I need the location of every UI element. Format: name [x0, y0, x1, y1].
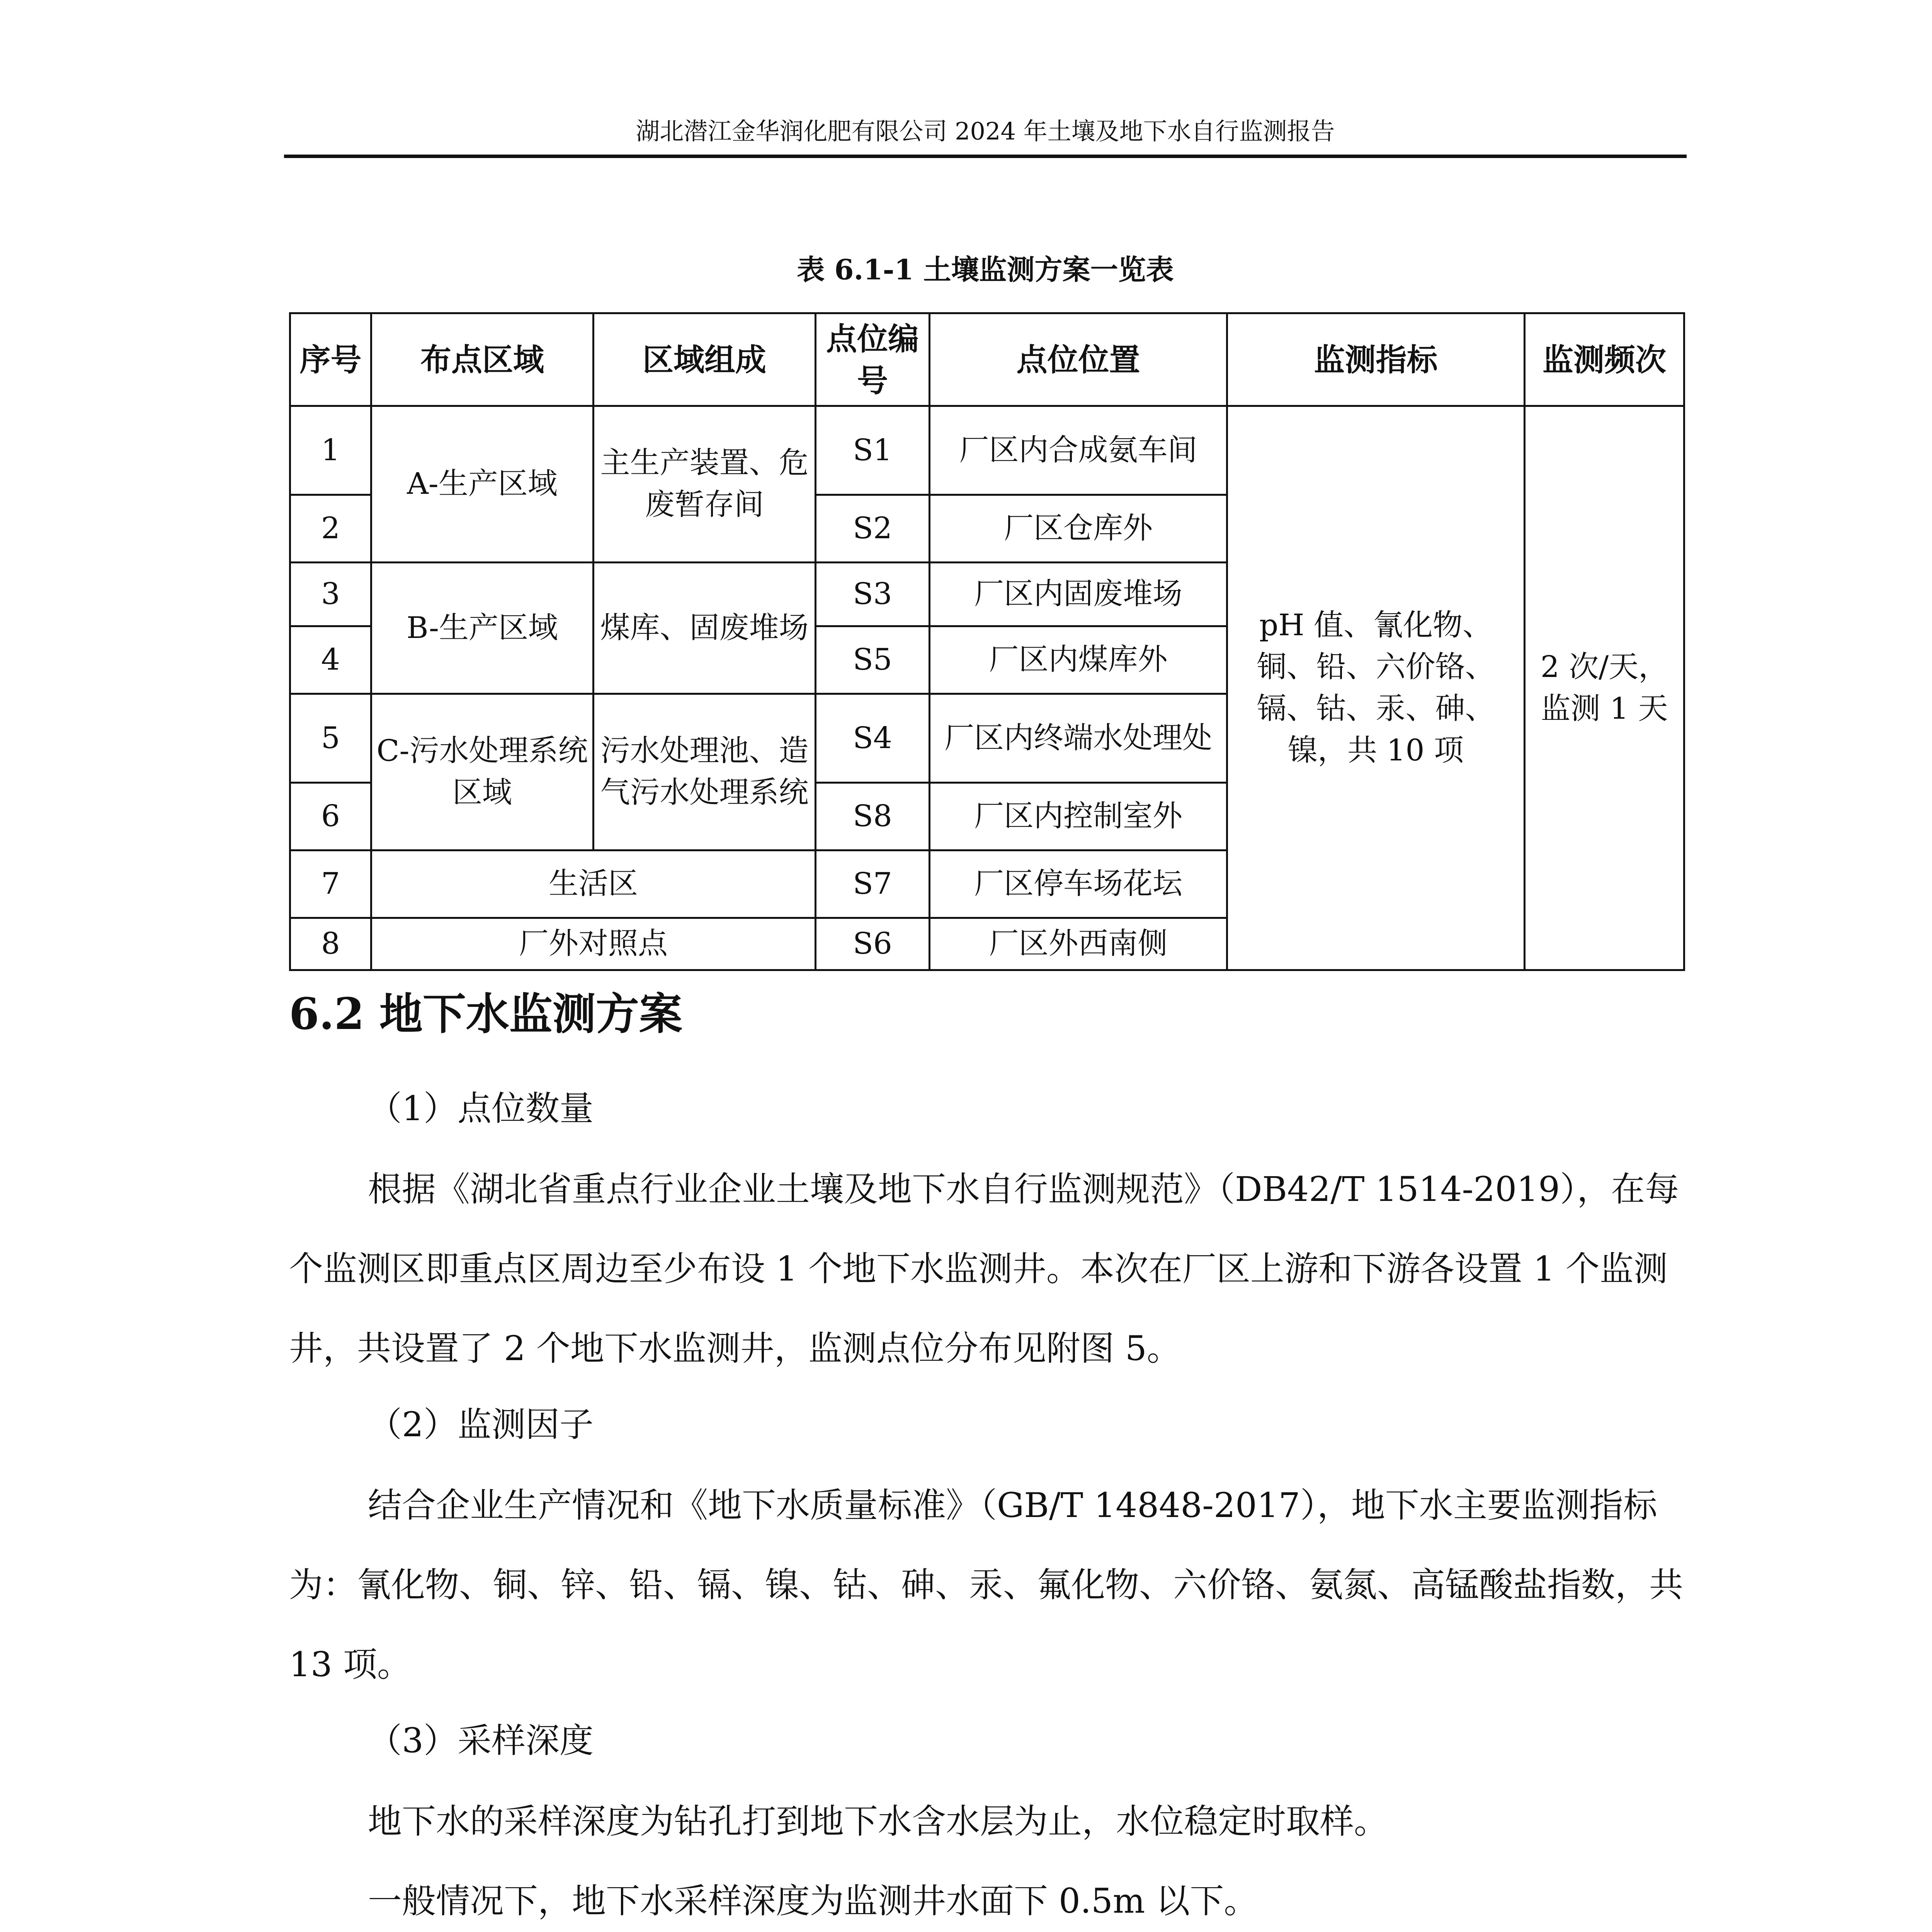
cell-location: 厂区仓库外 [930, 495, 1227, 563]
table-row [290, 406, 1684, 495]
paragraph: 结合企业生产情况和《地下水质量标准》（GB/T 14848-2017），地下水主要监测指标为：氰化物、铜、锌、铅、镉、镍、钴、砷、汞、氟化物、六价铬、氨氮、高锰酸盐指数，共 13 项。 [289, 1485, 1684, 1684]
cell-composition: 主生产装置、危废暂存间 [594, 406, 816, 563]
cell-composition: 煤库、固废堆场 [594, 563, 816, 694]
cell-seq: 6 [290, 783, 371, 850]
cell-point-id: S4 [816, 694, 930, 783]
header-seq: 序号 [290, 313, 371, 406]
paragraph: 根据《湖北省重点行业企业土壤及地下水自行监测规范》（DB42/T 1514-2019），在每个监测区即重点区周边至少布设 1 个地下水监测井。本次在厂区上游和下游各设置 1 个监测井，共设置了 2 个地下水监测井，监测点位分布见附图 5。 [289, 1169, 1679, 1368]
cell-location: 厂区内煤库外 [930, 626, 1227, 694]
cell-area: A-生产区域 [371, 406, 594, 563]
cell-location: 厂区停车场花坛 [930, 850, 1227, 918]
cell-location: 厂区内控制室外 [930, 783, 1227, 850]
cell-seq: 4 [290, 626, 371, 694]
subsection-title: （1）点位数量 [368, 1088, 594, 1128]
table-header-row [290, 313, 1684, 406]
cell-point-id: S8 [816, 783, 930, 850]
header-composition: 区域组成 [594, 313, 816, 406]
cell-area: 厂外对照点 [371, 918, 816, 970]
table-caption: 表 6.1-1 土壤监测方案一览表 [797, 253, 1174, 286]
cell-seq: 1 [290, 406, 371, 495]
soil-monitoring-table [289, 312, 1685, 971]
cell-area: 生活区 [371, 850, 816, 918]
cell-seq: 3 [290, 563, 371, 626]
cell-point-id: S3 [816, 563, 930, 626]
cell-seq: 5 [290, 694, 371, 783]
cell-point-id: S6 [816, 918, 930, 970]
paragraph: 一般情况下，地下水采样深度为监测井水面下 0.5m 以下。 [368, 1881, 1258, 1921]
section-heading: 6.2 地下水监测方案 [289, 989, 682, 1039]
running-header: 湖北潜江金华润化肥有限公司 2024 年土壤及地下水自行监测报告 [636, 117, 1335, 145]
cell-point-id: S7 [816, 850, 930, 918]
subsection-title: （2）监测因子 [368, 1405, 594, 1444]
subsection-title: （3）采样深度 [368, 1721, 594, 1760]
cell-area: B-生产区域 [371, 563, 594, 694]
cell-point-id: S1 [816, 406, 930, 495]
cell-location: 厂区内终端水处理处 [930, 694, 1227, 783]
cell-seq: 8 [290, 918, 371, 970]
cell-point-id: S5 [816, 626, 930, 694]
cell-area: C-污水处理系统区域 [371, 694, 594, 850]
cell-point-id: S2 [816, 495, 930, 563]
cell-location: 厂区内固废堆场 [930, 563, 1227, 626]
cell-composition: 污水处理池、造气污水处理系统 [594, 694, 816, 850]
header-area: 布点区域 [371, 313, 594, 406]
header-frequency: 监测频次 [1525, 313, 1684, 406]
cell-frequency: 2 次/天，监测 1 天 [1525, 406, 1684, 970]
cell-indicators: pH 值、氰化物、铜、铅、六价铬、镉、钴、汞、砷、镍，共 10 项 [1227, 406, 1525, 970]
header-point-id: 点位编号 [816, 313, 930, 406]
header-location: 点位位置 [930, 313, 1227, 406]
header-indicators: 监测指标 [1227, 313, 1525, 406]
paragraph: 地下水的采样深度为钻孔打到地下水含水层为止，水位稳定时取样。 [368, 1801, 1388, 1841]
cell-location: 厂区内合成氨车间 [930, 406, 1227, 495]
cell-seq: 7 [290, 850, 371, 918]
header-rule [284, 155, 1687, 158]
cell-location: 厂区外西南侧 [930, 918, 1227, 970]
cell-seq: 2 [290, 495, 371, 563]
